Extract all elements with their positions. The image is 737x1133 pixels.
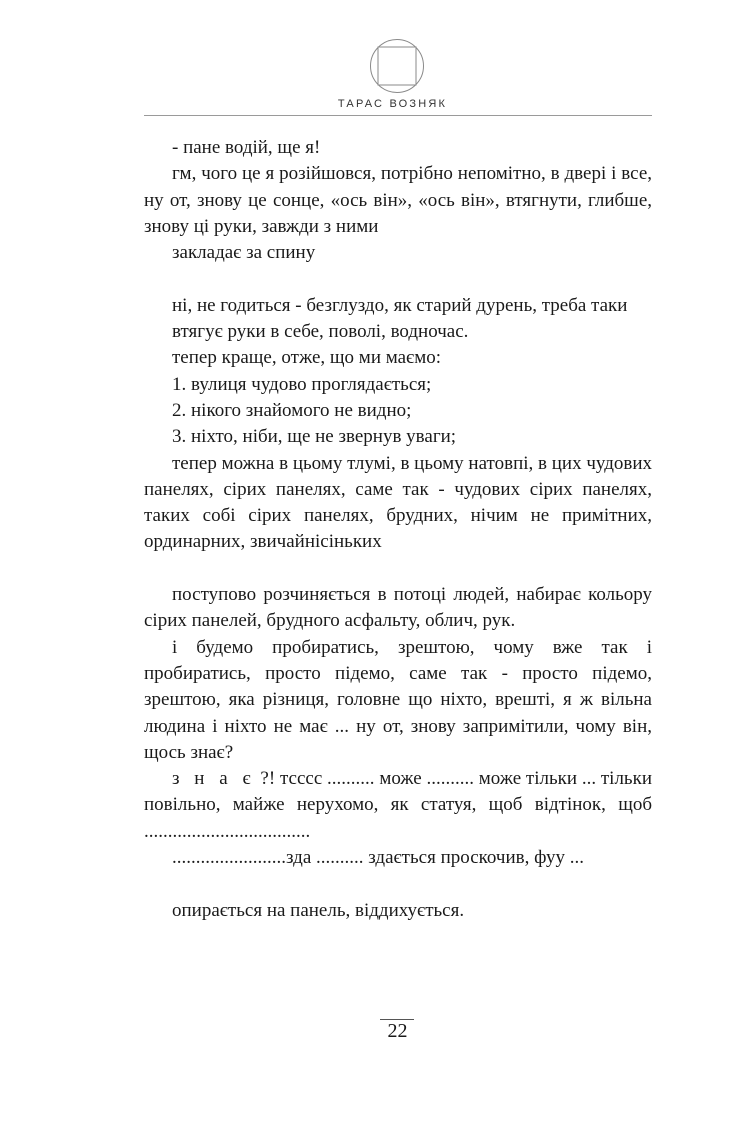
paragraph: ........................зда .......... здається проскочив, фуу ... <box>172 847 584 869</box>
blank-line <box>144 266 652 292</box>
list-item: 2. нікого знайомого не видно; <box>172 399 412 421</box>
paragraph <box>144 766 652 845</box>
paragraph: тепер краще, отже, що ми маємо: <box>172 347 442 369</box>
stage-direction: закладає за спину <box>172 242 316 264</box>
stage-direction: втягує руки в себе, поволі, водночас. <box>172 321 469 343</box>
paragraph-text: ?! тсссс .......... може .......... може тільки ... тільки повільно, майже нерухомо, як статуя, щоб відтінок, щоб ................................... <box>144 768 652 842</box>
paragraph: гм, чого це я розійшовся, потрібно непомітно, в двері і все, ну от, знову це сонце, «ось він», «ось він», втягнути, глибше, знову ці руки, завжди з ними <box>144 163 652 237</box>
stage-direction: опирається на панель, віддихується. <box>172 899 465 921</box>
circle-square-emblem-icon <box>369 38 425 94</box>
paragraph: тепер можна в цьому тлумі, в цьому натовпі, в цих чудових панелях, сірих панелях, саме так - чудових сірих панелях, таких собі сірих панелях, брудних, нічим не примітних, ординарних, звичайнісінькиx <box>144 452 652 553</box>
blank-line <box>144 556 652 582</box>
paragraph: - пане водій, ще я! <box>172 137 321 158</box>
page-number: 22 <box>387 1020 408 1042</box>
spaced-word: з н а є <box>172 768 256 790</box>
list-item: 3. ніхто, ніби, ще не звернув уваги; <box>172 426 457 448</box>
paragraph: ні, не годиться - безглуздо, як старий дурень, треба таки <box>172 294 628 316</box>
paragraph: і будемо пробиратись, зрештою, чому вже так і пробиратись, просто підемо, саме так - просто підемо, зрештою, яка різниця, головне що ніхто, врешті, я ж вільна людина і ніхто не має ... ну от, знову запримітили, чому він, щось знає? <box>144 636 652 763</box>
list-item: 1. вулиця чудово проглядається; <box>172 373 432 395</box>
running-head: ТАРАС ВОЗНЯК <box>337 98 448 110</box>
page-body <box>144 135 652 924</box>
stage-direction: поступово розчиняється в потоці людей, набирає кольору сірих панелей, брудного асфальту, облич, рук. <box>144 584 652 632</box>
blank-line <box>144 871 652 897</box>
header-rule <box>144 115 652 116</box>
